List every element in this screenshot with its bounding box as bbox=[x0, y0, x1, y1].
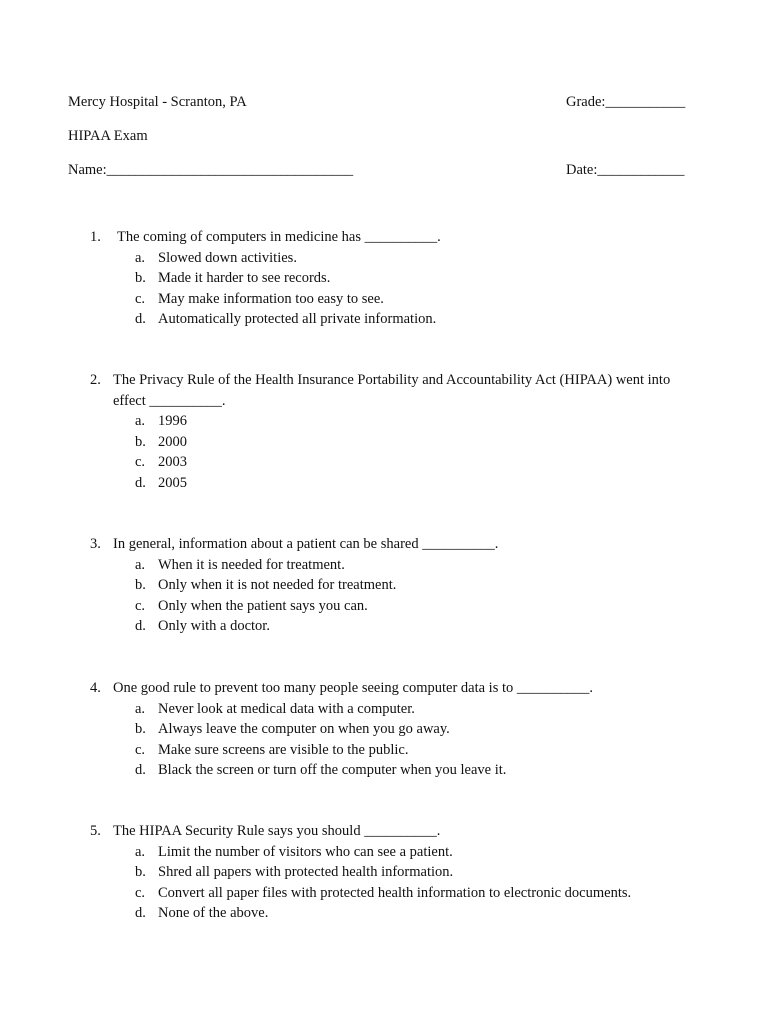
option-letter: b. bbox=[135, 721, 146, 737]
option-text: Slowed down activities. bbox=[158, 249, 297, 266]
answer-option bbox=[0, 432, 770, 453]
answer-option bbox=[0, 740, 770, 761]
option-letter: a. bbox=[135, 700, 146, 717]
option-text: Always leave the computer on when you go away. bbox=[158, 721, 450, 737]
answer-option bbox=[0, 248, 770, 269]
option-text: Only with a doctor. bbox=[158, 618, 270, 634]
answer-option bbox=[0, 289, 770, 310]
option-text: 2005 bbox=[158, 474, 187, 491]
question-text: The HIPAA Security Rule says you should __________. bbox=[113, 823, 441, 839]
option-text: Made it harder to see records. bbox=[158, 270, 331, 286]
option-text: Automatically protected all private information. bbox=[158, 311, 437, 327]
option-letter: d. bbox=[135, 311, 146, 327]
option-text: 1996 bbox=[158, 413, 187, 429]
question-text: The Privacy Rule of the Health Insurance Portability and Accountability Act (HIPAA) went into bbox=[113, 372, 671, 388]
answer-option bbox=[0, 555, 770, 576]
option-text: Limit the number of visitors who can see a patient. bbox=[158, 843, 453, 860]
answer-option bbox=[0, 719, 770, 740]
answer-option bbox=[0, 596, 770, 617]
answer-option bbox=[0, 452, 770, 473]
question-3 bbox=[0, 534, 770, 637]
option-letter: a. bbox=[135, 556, 146, 573]
option-text: Make sure screens are visible to the public. bbox=[158, 741, 409, 758]
answer-option bbox=[0, 883, 770, 904]
option-letter: c. bbox=[135, 741, 146, 758]
option-letter: d. bbox=[135, 905, 146, 921]
question-1 bbox=[0, 227, 770, 330]
question-number: 5. bbox=[90, 823, 101, 839]
question-4 bbox=[0, 678, 770, 781]
answer-option bbox=[0, 309, 770, 330]
question-number: 3. bbox=[90, 536, 101, 552]
question-number: 1. bbox=[90, 229, 101, 245]
question-2 bbox=[0, 370, 770, 493]
answer-option bbox=[0, 575, 770, 596]
option-text: 2000 bbox=[158, 433, 187, 450]
option-text: Black the screen or turn off the computer when you leave it. bbox=[158, 762, 507, 778]
option-letter: a. bbox=[135, 843, 146, 860]
option-text: Only when the patient says you can. bbox=[158, 597, 368, 614]
question-text-continued: effect __________. bbox=[113, 392, 226, 409]
option-text: When it is needed for treatment. bbox=[158, 556, 345, 573]
option-text: Never look at medical data with a computer. bbox=[158, 700, 415, 717]
option-letter: b. bbox=[135, 864, 146, 880]
date-field: Date:____________ bbox=[566, 162, 685, 178]
option-text: Convert all paper files with protected health information to electronic documents. bbox=[158, 884, 632, 901]
question-number: 2. bbox=[90, 372, 101, 388]
option-letter: c. bbox=[135, 290, 146, 307]
exam-title: HIPAA Exam bbox=[68, 128, 148, 144]
option-letter: c. bbox=[135, 597, 146, 614]
answer-option bbox=[0, 616, 770, 637]
option-text: None of the above. bbox=[158, 905, 269, 921]
option-text: 2003 bbox=[158, 454, 187, 470]
question-text: One good rule to prevent too many people seeing computer data is to __________. bbox=[113, 680, 594, 696]
option-letter: b. bbox=[135, 577, 146, 593]
option-text: Only when it is not needed for treatment. bbox=[158, 577, 397, 593]
question-5 bbox=[0, 821, 770, 924]
answer-option bbox=[0, 699, 770, 720]
option-letter: d. bbox=[135, 474, 146, 491]
option-text: May make information too easy to see. bbox=[158, 290, 384, 307]
option-letter: a. bbox=[135, 249, 146, 266]
option-letter: c. bbox=[135, 884, 146, 901]
option-letter: d. bbox=[135, 762, 146, 778]
question-number: 4. bbox=[90, 680, 101, 696]
option-letter: b. bbox=[135, 270, 146, 286]
answer-option bbox=[0, 842, 770, 863]
option-letter: d. bbox=[135, 618, 146, 634]
answer-option bbox=[0, 903, 770, 924]
answer-option bbox=[0, 411, 770, 432]
option-text: Shred all papers with protected health information. bbox=[158, 864, 454, 880]
option-letter: a. bbox=[135, 413, 146, 429]
answer-option bbox=[0, 862, 770, 883]
question-text: The coming of computers in medicine has __________. bbox=[117, 229, 441, 245]
hospital-name: Mercy Hospital - Scranton, PA bbox=[68, 94, 247, 110]
option-letter: c. bbox=[135, 454, 146, 470]
grade-field: Grade:___________ bbox=[566, 94, 686, 110]
name-field: Name:__________________________________ bbox=[68, 162, 354, 178]
answer-option bbox=[0, 268, 770, 289]
answer-option bbox=[0, 760, 770, 781]
option-letter: b. bbox=[135, 433, 146, 450]
answer-option bbox=[0, 473, 770, 494]
question-text: In general, information about a patient can be shared __________. bbox=[113, 536, 499, 552]
